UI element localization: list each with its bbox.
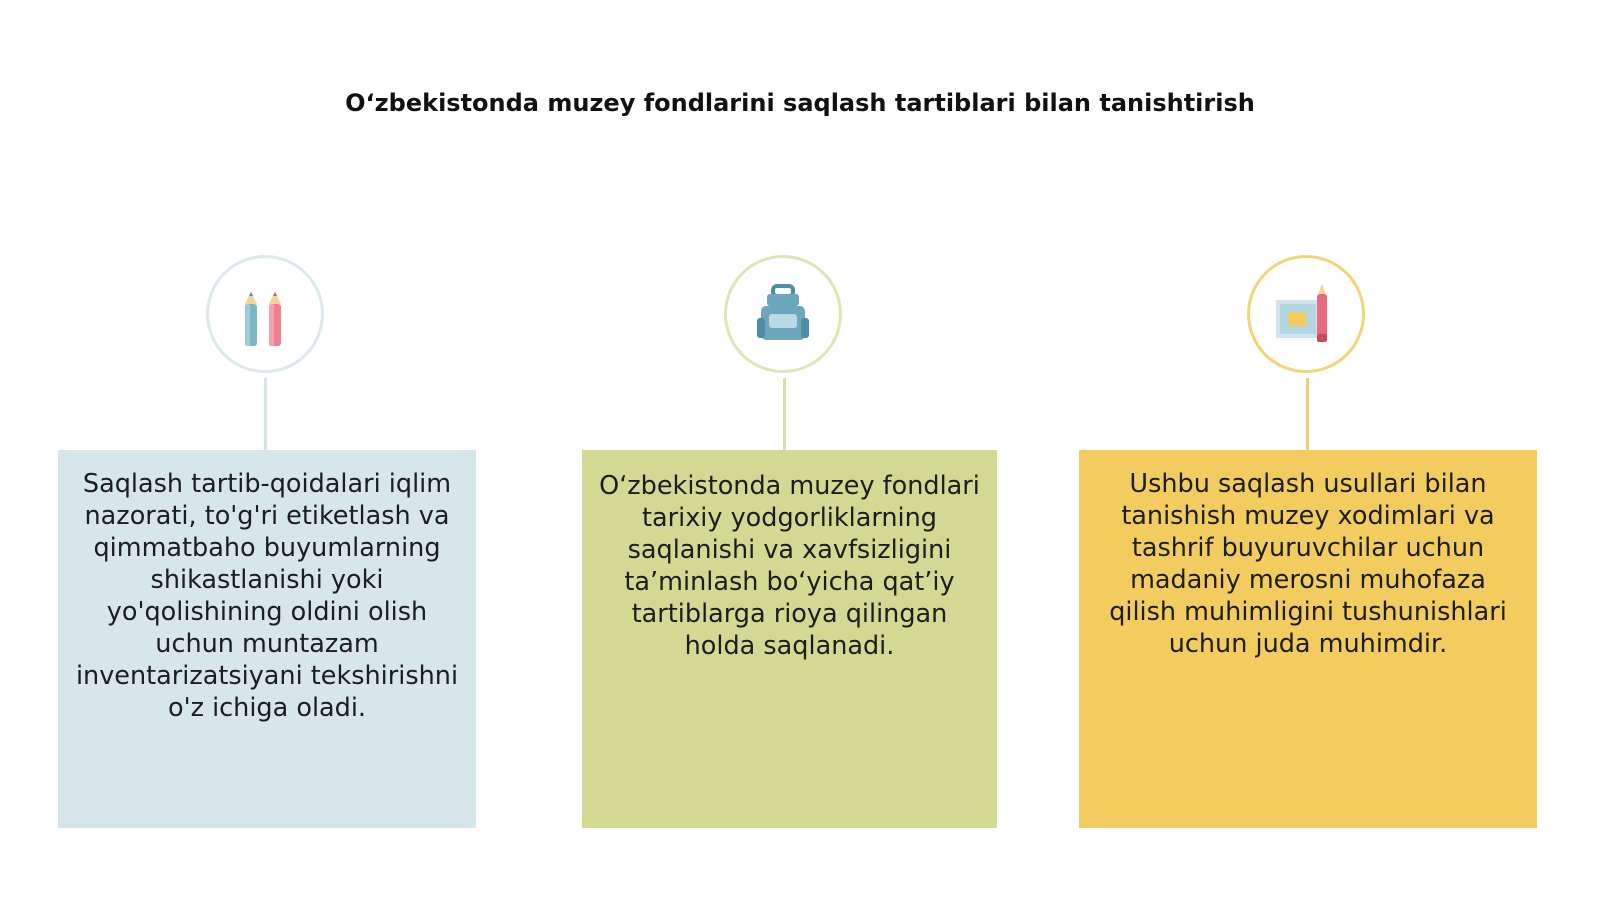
info-text-1: Saqlash tartib-qoidalari iqlim nazorati, to'g'ri etiketlash va qimmatbaho buyumlarning shikastlanishi yoki yo'qolishining oldini olish uchun muntazam inventarizatsiyani tekshirishni o'z ichiga oladi.: [75, 469, 459, 723]
connector-line-3: [1306, 378, 1309, 450]
icon-ring-3: [1247, 255, 1365, 373]
slide-title: O‘zbekistonda muzey fondlarini saqlash tartiblari bilan tanishtirish: [345, 89, 1255, 117]
info-box-3: [1079, 450, 1537, 828]
canvas-paintbrush-icon: [1250, 258, 1362, 370]
info-text-2: O‘zbekistonda muzey fondlari tarixiy yodgorliklarning saqlanishi va xavfsizligini ta’minlash bo‘yicha qat’iy tartiblarga rioya qilingan holda saqlanadi.: [599, 471, 980, 661]
info-text-3: Ushbu saqlash usullari bilan tanishish muzey xodimlari va tashrif buyuruvchilar uchun madaniy merosni muhofaza qilish muhimligini tushunishlari uchun juda muhimdir.: [1109, 469, 1507, 659]
